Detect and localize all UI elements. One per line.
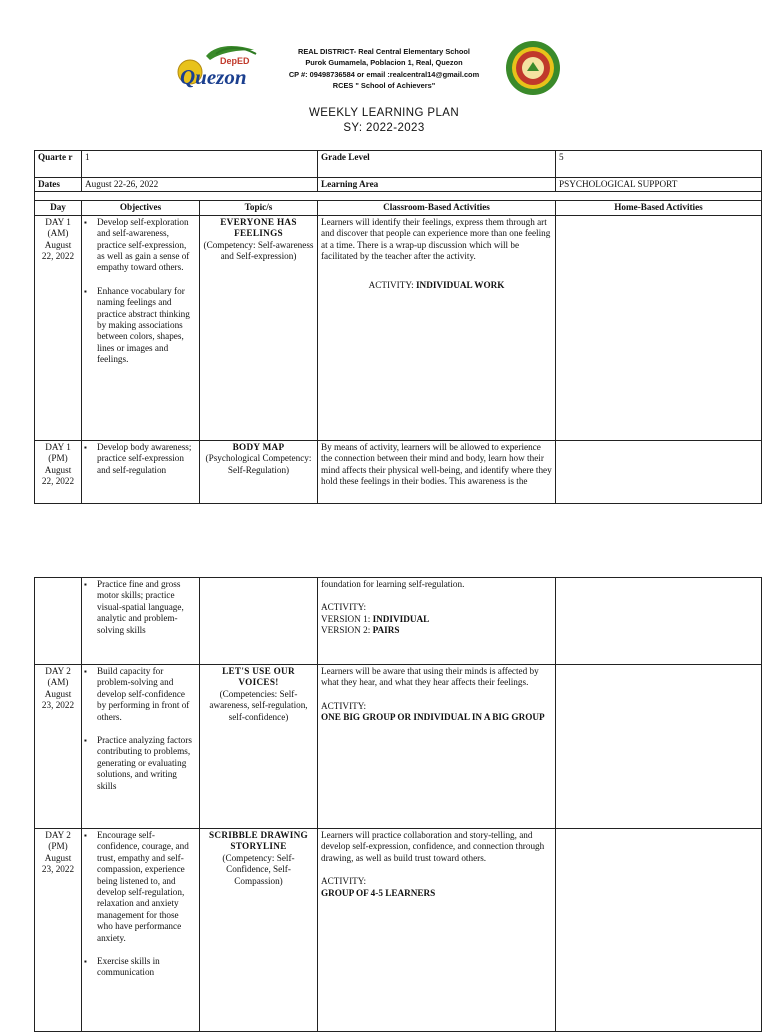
activity-label: ACTIVITY: <box>321 876 367 887</box>
plan-table-page-2 <box>34 577 762 1032</box>
activity-label: ACTIVITY: <box>321 602 367 613</box>
objective-item: ▪ Practice analyzing factors contributing to problems, generating or evaluating solutions, and writing skills <box>87 735 196 792</box>
table-row <box>35 578 762 665</box>
col-objectives: Objectives <box>82 201 200 215</box>
quarter-value: 1 <box>82 151 318 178</box>
objective-item: ▪ Develop self-exploration and self-awareness, practice self-expression, as well as gain a sense of empathy toward others. <box>87 217 196 274</box>
info-row-dates <box>35 178 762 192</box>
dates-label: Dates <box>35 178 82 192</box>
topic-competency: (Competency: Self-awareness and Self-expression) <box>203 239 314 262</box>
table-row <box>35 829 762 1032</box>
topic-title: LET'S USE OUR VOICES! <box>222 666 295 688</box>
grade-value: 5 <box>556 151 762 178</box>
topic-cell <box>200 578 318 665</box>
activity-type: ACTIVITY: INDIVIDUAL WORK <box>368 280 505 291</box>
day-cell: DAY 1 (AM) August 22, 2022 <box>35 215 82 440</box>
col-day: Day <box>35 201 82 215</box>
grade-label: Grade Level <box>318 151 556 178</box>
classroom-activity-cell <box>318 215 556 440</box>
objective-item: ▪ Build capacity for problem-solving and develop self-confidence by performing in front of others. <box>87 666 196 723</box>
svg-text:Quezon: Quezon <box>180 65 247 89</box>
table-row <box>35 215 762 440</box>
col-classroom: Classroom-Based Activities <box>318 201 556 215</box>
objectives-cell <box>82 215 200 440</box>
classroom-activity-cell <box>318 578 556 665</box>
topic-title: BODY MAP <box>232 441 285 452</box>
table-row <box>35 440 762 503</box>
classroom-activity-cell <box>318 440 556 503</box>
deped-quezon-logo <box>176 42 274 94</box>
column-header-row <box>35 201 762 215</box>
school-motto: RCES " School of Achievers" <box>332 80 436 90</box>
school-address: Purok Gumamela, Poblacion 1, Real, Quezon <box>305 58 463 68</box>
classroom-activity-cell <box>318 829 556 1032</box>
topic-title: SCRIBBLE DRAWING STORYLINE <box>209 830 308 852</box>
home-activity-cell <box>556 829 762 1032</box>
table-row <box>35 665 762 829</box>
objectives-cell <box>82 665 200 829</box>
classroom-activity-cell <box>318 665 556 829</box>
activity-description: foundation for learning self-regulation. <box>321 579 465 589</box>
document-title: WEEKLY LEARNING PLAN <box>308 107 460 119</box>
letterhead <box>0 38 768 98</box>
area-label: Learning Area <box>318 178 556 192</box>
objectives-cell <box>82 578 200 665</box>
topic-competency: (Competency: Self-Confidence, Self-Compassion) <box>222 852 295 886</box>
day-cell <box>35 578 82 665</box>
objective-item: ▪ Practice fine and gross motor skills; practice visual-spatial language, analytic and problem-solving skills <box>87 579 196 636</box>
plan-table-page-1 <box>34 150 762 504</box>
activity-version-1: VERSION 1: INDIVIDUAL <box>321 613 430 624</box>
day-cell: DAY 2 (AM) August 23, 2022 <box>35 665 82 829</box>
spacer-row <box>35 192 762 201</box>
school-info <box>275 46 493 91</box>
col-topics: Topic/s <box>200 201 318 215</box>
objectives-cell <box>82 440 200 503</box>
area-value: PSYCHOLOGICAL SUPPORT <box>556 178 762 192</box>
dates-value: August 22-26, 2022 <box>82 178 318 192</box>
col-home: Home-Based Activities <box>556 201 762 215</box>
info-row-quarter <box>35 151 762 178</box>
activity-description: Learners will be aware that using their minds is affected by what they hear, and what they hear affects their feelings. <box>321 666 539 688</box>
objective-item: ▪ Exercise skills in communication <box>87 956 196 979</box>
activity-description: Learners will identify their feelings, express them through art and discover that people can experience more than one feeling at a time. There is a wrap-up discussion which will be facilitated by the teacher after the activity. <box>321 216 551 262</box>
activity-version-2: VERSION 2: PAIRS <box>321 625 400 636</box>
home-activity-cell <box>556 440 762 503</box>
activity-label: ACTIVITY: <box>321 700 367 711</box>
school-name: REAL DISTRICT- Real Central Elementary School <box>298 47 470 56</box>
activity-type: ONE BIG GROUP OR INDIVIDUAL IN A BIG GROUP <box>321 712 545 723</box>
topic-title: EVERYONE HAS FEELINGS <box>220 216 297 239</box>
school-seal <box>505 40 561 96</box>
topic-cell <box>200 440 318 503</box>
home-activity-cell <box>556 578 762 665</box>
topic-competency: (Competencies: Self-awareness, self-regulation, self-confidence) <box>209 688 308 722</box>
objective-item: ▪ Develop body awareness; practice self-expression and self-regulation <box>87 442 196 476</box>
objective-item: ▪ Encourage self-confidence, courage, and trust, empathy and self-compassion, experience being listened to, and develop self-regulation, relaxation and anxiety management for those who have performance anxiety. <box>87 830 196 944</box>
activity-type: GROUP OF 4-5 LEARNERS <box>321 887 436 898</box>
day-cell: DAY 2 (PM) August 23, 2022 <box>35 829 82 1032</box>
topic-competency: (Psychological Competency: Self-Regulation) <box>205 453 312 475</box>
topic-cell <box>200 665 318 829</box>
topic-cell <box>200 829 318 1032</box>
school-contact: CP #: 09498736584 or email :realcentral14@gmail.com <box>288 69 480 79</box>
svg-text:DepED: DepED <box>220 56 250 66</box>
objectives-cell <box>82 829 200 1032</box>
topic-cell <box>200 215 318 440</box>
school-year: SY: 2022-2023 <box>343 122 425 134</box>
home-activity-cell <box>556 215 762 440</box>
activity-description: By means of activity, learners will be allowed to experience the connection between their mind and body, learn how their mind affects their physical well-being, and identify where they hold these feelings in their bodies. This awareness is the <box>321 441 552 487</box>
activity-description: Learners will practice collaboration and story-telling, and develop self-expression, confidence, and connection through drawing, as well as build trust toward others. <box>321 830 545 863</box>
quarter-label: Quarte r <box>35 151 82 178</box>
home-activity-cell <box>556 665 762 829</box>
objective-item: ▪ Enhance vocabulary for naming feelings and practice abstract thinking by making associations between colors, shapes, lines or images and feelings. <box>87 286 196 366</box>
day-cell: DAY 1 (PM) August 22, 2022 <box>35 440 82 503</box>
